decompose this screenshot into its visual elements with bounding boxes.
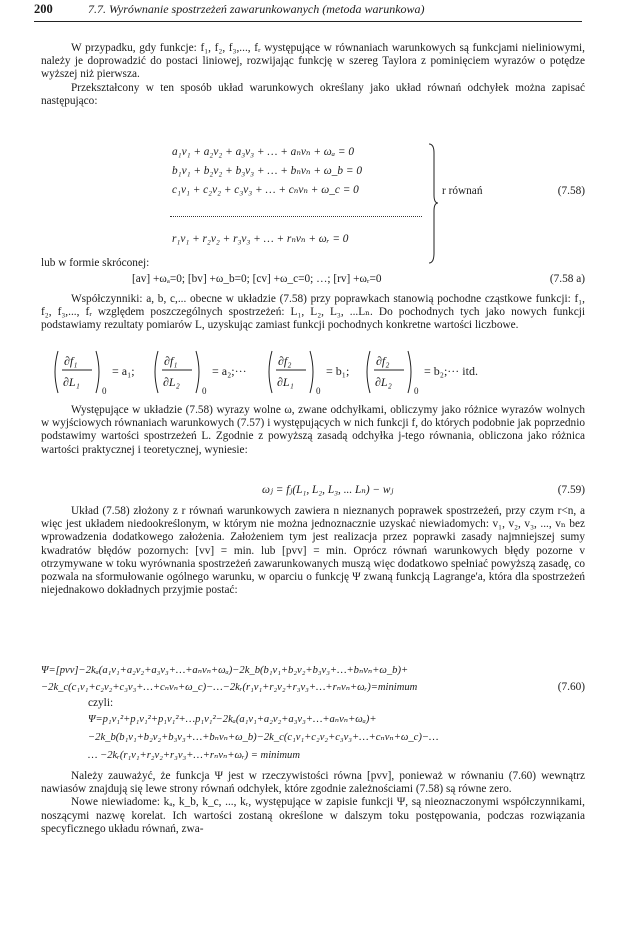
d3-subscript: 0: [316, 386, 321, 396]
d4-numerator: ∂f₂: [376, 354, 390, 368]
d3-numerator: ∂f₂: [278, 354, 292, 368]
partial-derivatives-row: [52, 348, 592, 400]
eq-7-58a-number: (7.58 a): [549, 273, 585, 285]
eq-7-60b-line-2: −2k_b(b₁v₁+b₂v₂+b₃v₃+…+bₙvₙ+ω_b)−2k_c(c₁v₁+c₂v₂+c₃v₃+…+cₙvₙ+ω_c)−…: [88, 732, 439, 743]
residuals-section: [41, 404, 585, 457]
intro-section: [41, 42, 585, 108]
paragraph-transformed: Przekształcony w ten sposób układ warunkowych określany jako układ równań odchyłek można zapisać następująco:: [41, 81, 585, 107]
d1-subscript: 0: [102, 386, 107, 396]
paren-right-3: [310, 351, 313, 393]
paren-left-1: [55, 351, 58, 393]
eq-7-59-number: (7.59): [557, 484, 585, 496]
d3-denominator: ∂L₁: [277, 375, 294, 389]
eq-7-60b-line-3: … −2kᵣ(r₁v₁+r₂v₂+r₃v₃+…+rₙvₙ+ωᵣ) = minimum: [88, 750, 300, 761]
d1-numerator: ∂f₁: [64, 354, 78, 368]
paragraph-coefficients: Współczynniki: a, b, c,... obecne w układzie (7.58) przy poprawkach stanowią pochodne cząstkowe funkcji: f₁, f₂, f₃,..., fᵣ względem poszczególnych spostrzeżeń: L₁, L₂, L₃, ...Lₙ. Do pochodnych tych jako nowych funkcji podstawiamy rezultaty pomiarów L, uzyskując zamiast funkcji pochodnych konkretne wartości liczbowe.: [41, 293, 585, 332]
d4-subscript: 0: [414, 386, 419, 396]
lagrange-section: [41, 505, 585, 597]
d3-value: = b₁;: [326, 364, 350, 378]
d1-value: = a₁;: [112, 364, 135, 378]
paren-left-4: [367, 351, 370, 393]
eq-7-58-number: (7.58): [557, 185, 585, 197]
d4-value: = b₂;··· itd.: [424, 364, 478, 378]
eq-7-58a: [av] +ωₐ=0; [bv] +ω_b=0; [cv] +ω_c=0; …; [rv] +ωᵣ=0: [132, 273, 382, 285]
eq-7-58-row-a: a₁v₁ + a₂v₂ + a₃v₃ + … + aₙvₙ + ωₐ = 0: [172, 146, 354, 158]
running-title: 7.7. Wyrównanie spostrzeżeń zawarunkowanych (metoda warunkowa): [88, 2, 425, 16]
coefficients-section: [41, 293, 585, 333]
page-number: 200: [34, 2, 53, 16]
eq-7-59: ωⱼ = fⱼ(L₁, L₂, L₃, ... Lₙ) − wⱼ: [262, 484, 394, 496]
eq-7-58-row-r: r₁v₁ + r₂v₂ + r₃v₃ + … + rₙvₙ + ωᵣ = 0: [172, 233, 349, 245]
eq-7-58-label-text: r równań: [442, 185, 483, 197]
header-rule: [34, 21, 582, 22]
d2-numerator: ∂f₁: [164, 354, 178, 368]
eq-7-60-line-2: −2k_c(c₁v₁+c₂v₂+c₃v₃+…+cₙvₙ+ω_c)−…−2kᵣ(r₁v₁+r₂v₂+r₃v₃+…+rₙvₙ+ωᵣ)=minimum: [41, 682, 418, 693]
d2-denominator: ∂L₂: [163, 375, 180, 389]
paragraph-residuals: Występujące w układzie (7.58) wyrazy wolne ω, zwane odchyłkami, obliczymy jako różnice wyrazów wolnych w wyjściowych równaniach warunkowych (7.57) i występujących w nich funkcji f, do których podobnie jak poprzednio podstawimy wartości spostrzeżeń L. Zgodnie z powyższą zasadą odchyłka j-tego równania, obliczona jako różnica wartości praktycznej i teoretycznej, wyniesie:: [41, 404, 585, 456]
eq-7-58-row-b: b₁v₁ + b₂v₂ + b₃v₃ + … + bₙvₙ + ω_b = 0: [172, 165, 362, 177]
eq-7-60-line-1: Ψ=[pvv]−2kₐ(a₁v₁+a₂v₂+a₃v₃+…+aₙvₙ+ωₐ)−2k_b(b₁v₁+b₂v₂+b₃v₃+…+bₙvₙ+ω_b)+: [41, 665, 409, 676]
paragraph-short-form-text: lub w formie skróconej:: [41, 257, 150, 269]
eq-7-58-dotted-line: [170, 216, 422, 217]
right-brace-icon: [428, 143, 438, 264]
paren-left-3: [269, 351, 272, 393]
page-header: [34, 2, 582, 20]
paragraph-nonlinear: W przypadku, gdy funkcje: f₁, f₂, f₃,..., fᵣ występujące w równaniach warunkowych są funkcjami nieliniowymi, należy je doprowadzić do postaci liniowej, rozwijając funkcję w szereg Taylora z pominięciem wyrazów o potędze wyższej niż pierwsza.: [41, 42, 585, 81]
eq-7-60-number: (7.60): [557, 681, 585, 693]
conclusion-section: [41, 770, 585, 836]
d2-subscript: 0: [202, 386, 207, 396]
eq-7-58-label: [442, 185, 482, 198]
paragraph-lagrange: Układ (7.58) złożony z r równań warunkowych zawiera n nieznanych poprawek spostrzeżeń, przy czym r<n, a więc jest układem niedookreślonym, w którym nie można jednoznacznie uzyskać niewiadomych: v₁, v₂, v₃, ..., vₙ bez wprowadzenia dodatkowego założenia. Założeniem tym jest realizacja przez poprawki zasady najmniejszej sumy kwadratów błędów pozornych: [vv] = min. lub [pvv] = min. Oprócz równań warunkowych błędy pozorne v otrzymywane w toku wyrównania spostrzeżeń zawarunkowanych muszą więc dodatkowo spełniać powyższą zasadę, co pozwala na sformułowanie ogólnego warunku, w oparciu o funkcję Ψ zwaną funkcją Lagrange'a, która dla spostrzeżeń niejednakowo dokładnych przyjmie postać:: [41, 505, 585, 597]
d4-denominator: ∂L₂: [375, 375, 392, 389]
paren-right-4: [408, 351, 411, 393]
d2-value: = a₂;···: [212, 364, 247, 378]
d1-denominator: ∂L₁: [63, 375, 80, 389]
paragraph-correlates: Nowe niewiadome: kₐ, k_b, k_c, ..., kᵣ, występujące w zapisie funkcji Ψ, są nieoznaczonymi współczynnikami, noszącymi nazwę korelat. Ich wartości zostaną określone w dalszym toku postępowania, podczas rozwiązania specyficznego układu równań, zwa-: [41, 796, 585, 835]
paren-right-1: [96, 351, 99, 393]
paragraph-short-form: [41, 257, 585, 270]
paragraph-psi-equals-pvv: Należy zauważyć, że funkcja Ψ jest w rzeczywistości równa [pvv], ponieważ w równaniu (7.60) wewnątrz nawiasów znajdują się lewe strony równań odchyłek, które zgodnie zależnościami (7.58) są równe zero.: [41, 770, 585, 796]
eq-7-60b-line-1: Ψ=p₁v₁²+p₁v₁²+p₁v₁²+…p₁v₁²−2kₐ(a₁v₁+a₂v₂+a₃v₃+…+aₙvₙ+ωₐ)+: [88, 714, 377, 725]
paren-left-2: [155, 351, 158, 393]
czyli-label: czyli:: [88, 697, 114, 709]
paren-right-2: [196, 351, 199, 393]
eq-7-58-row-c: c₁v₁ + c₂v₂ + c₃v₃ + … + cₙvₙ + ω_c = 0: [172, 184, 359, 196]
